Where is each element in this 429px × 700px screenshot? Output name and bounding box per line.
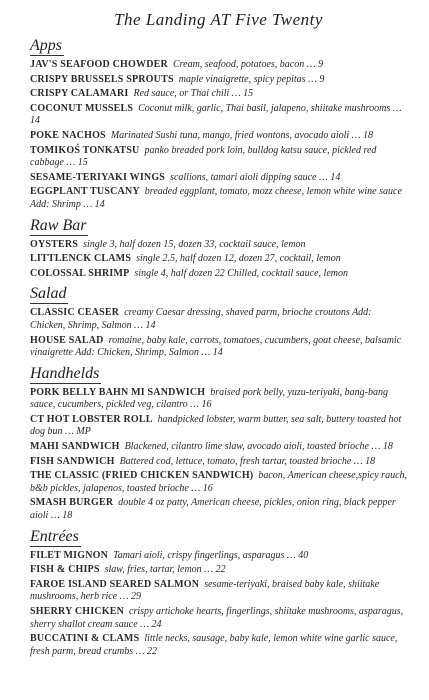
menu-item xyxy=(30,606,407,631)
menu-item xyxy=(30,497,407,522)
item-name: THE CLASSIC (FRIED CHICKEN SANDWICH) xyxy=(30,470,254,482)
menu-item xyxy=(30,145,407,170)
menu-item xyxy=(30,470,407,495)
item-name: BUCCATINI & CLAMS xyxy=(30,633,140,645)
item-name: LITTLENCK CLAMS xyxy=(30,253,132,265)
item-description: scallions, tamari aioli dipping sauce … 14 xyxy=(170,171,341,183)
section-salad xyxy=(30,282,407,359)
item-description: sesame-teriyaki, braised baby kale, shiitake mushrooms, herb rice … 29 xyxy=(30,578,380,603)
item-name: MAHI SANDWICH xyxy=(30,441,120,453)
item-name: HOUSE SALAD xyxy=(30,334,104,346)
item-name: SESAME-TERIYAKI WINGS xyxy=(30,171,166,183)
item-description: crispy artichoke hearts, fingerlings, shiitake mushrooms, asparagus, sherry shallot cream sauce … 24 xyxy=(30,606,404,630)
menu-item xyxy=(30,130,407,143)
item-description: Tamari aioli, crispy fingerlings, asparagus … 40 xyxy=(113,549,309,561)
menu-item xyxy=(30,88,407,101)
section-handhelds xyxy=(30,362,407,523)
item-name: CT HOT LOBSTER ROLL xyxy=(30,413,153,425)
item-description: slaw, fries, tartar, lemon … 22 xyxy=(104,564,226,576)
section-raw-bar xyxy=(30,214,407,281)
item-description: double 4 oz patty, American cheese, pickles, onion ring, black pepper aioli … 18 xyxy=(30,497,396,522)
item-name: TOMIKOŚ TONKATSU xyxy=(30,144,140,156)
item-description: Marinated Sushi tuna, mango, fried wontons, avocado aioli … 18 xyxy=(110,129,374,141)
item-name: EGGPLANT TUSCANY xyxy=(30,186,140,198)
item-name: PORK BELLY BAHN MI SANDWICH xyxy=(30,386,206,398)
page-title: The Landing AT Five Twenty xyxy=(114,10,323,29)
menu-item xyxy=(30,441,407,454)
item-name: SHERRY CHICKEN xyxy=(30,606,125,617)
menu-item xyxy=(30,579,407,604)
menu-item xyxy=(30,172,407,185)
item-name: FISH SANDWICH xyxy=(30,455,115,467)
item-description: braised pork belly, yuzu-teriyaki, bang-bang sauce, cucumbers, pickled veg, cilantro … 16 xyxy=(30,386,388,411)
item-description: panko breaded pork loin, bulldog katsu sauce, pickled red cabbage … 15 xyxy=(30,144,377,169)
menu-item xyxy=(30,414,407,439)
item-description: little necks, sausage, baby kale, lemon white wine garlic sauce, fresh parm, bread crumbs … 22 xyxy=(30,633,398,657)
section-heading-entrees: Entrées xyxy=(30,527,79,545)
menu-item xyxy=(30,307,407,332)
item-description: Coconut milk, garlic, Thai basil, jalapeno, shiitake mushrooms … 14 xyxy=(30,102,402,127)
item-description: maple vinaigrette, spicy pepitas … 9 xyxy=(178,73,325,85)
menu-item xyxy=(30,268,407,281)
item-name: SMASH BURGER xyxy=(30,497,114,509)
section-heading-apps: Apps xyxy=(30,37,62,54)
menu-item xyxy=(30,103,407,128)
item-name: POKE NACHOS xyxy=(30,129,106,141)
menu-item xyxy=(30,335,407,360)
item-name: COCONUT MUSSELS xyxy=(30,102,134,114)
section-apps xyxy=(30,34,407,212)
item-name: CRISPY CALAMARI xyxy=(30,88,129,100)
item-name: COLOSSAL SHRIMP xyxy=(30,267,130,279)
item-description: bacon, American cheese,spicy rauch, b&b pickles, jalapenos, toasted brioche … 16 xyxy=(30,470,408,494)
item-name: OYSTERS xyxy=(30,238,79,250)
item-description: Red sauce, or Thai chili … 15 xyxy=(133,88,254,100)
item-name: CLASSIC CEASER xyxy=(30,307,120,319)
section-heading-salad: Salad xyxy=(30,285,67,303)
item-description: single 4, half dozen 22 Chilled, cocktail sauce, lemon xyxy=(134,267,348,279)
item-name: FISH & CHIPS xyxy=(30,564,100,576)
item-description: single 3, half dozen 15, dozen 33, cocktail sauce, lemon xyxy=(83,238,306,250)
item-description: single 2.5, half dozen 12, dozen 27, cocktail, lemon xyxy=(136,253,341,265)
menu-item xyxy=(30,239,407,252)
item-name: FAROE ISLAND SEARED SALMON xyxy=(30,578,200,590)
menu-item xyxy=(30,564,407,577)
item-description: handpicked lobster, warm butter, sea salt, buttery toasted hot dog bun … MP xyxy=(30,413,402,438)
menu-item xyxy=(30,253,407,266)
item-description: Battered cod, lettuce, tomato, fresh tartar, toasted brioche … 18 xyxy=(119,455,376,467)
item-description: Blackened, cilantro lime slaw, avocado aioli, toasted brioche … 18 xyxy=(124,441,393,453)
menu-item xyxy=(30,456,407,469)
item-description: Cream, seafood, potatoes, bacon … 9 xyxy=(172,59,324,70)
menu-item xyxy=(30,59,407,72)
section-heading-handhelds: Handhelds xyxy=(30,364,100,382)
menu-item xyxy=(30,186,407,211)
item-description: creamy Caesar dressing, shaved parm, brioche croutons Add: Chicken, Shrimp, Salmon … 14 xyxy=(30,307,372,331)
item-description: breaded eggplant, tomato, mozz cheese, lemon white wine sauce Add: Shrimp … 14 xyxy=(30,186,402,210)
section-heading-raw-bar: Raw Bar xyxy=(30,216,87,234)
item-description: romaine, baby kale, carrots, tomatoes, cucumbers, goat cheese, balsamic vinaigrette Add: Chicken, Shrimp, Salmon … 14 xyxy=(30,334,402,359)
section-entrees xyxy=(30,525,407,659)
item-name: FILET MIGNON xyxy=(30,549,109,561)
menu-item xyxy=(30,633,407,658)
menu-item xyxy=(30,387,407,412)
item-name: CRISPY BRUSSELS SPROUTS xyxy=(30,73,174,85)
menu-item xyxy=(30,550,407,563)
menu-item xyxy=(30,74,407,87)
item-name: JAV'S SEAFOOD CHOWDER xyxy=(30,59,168,70)
